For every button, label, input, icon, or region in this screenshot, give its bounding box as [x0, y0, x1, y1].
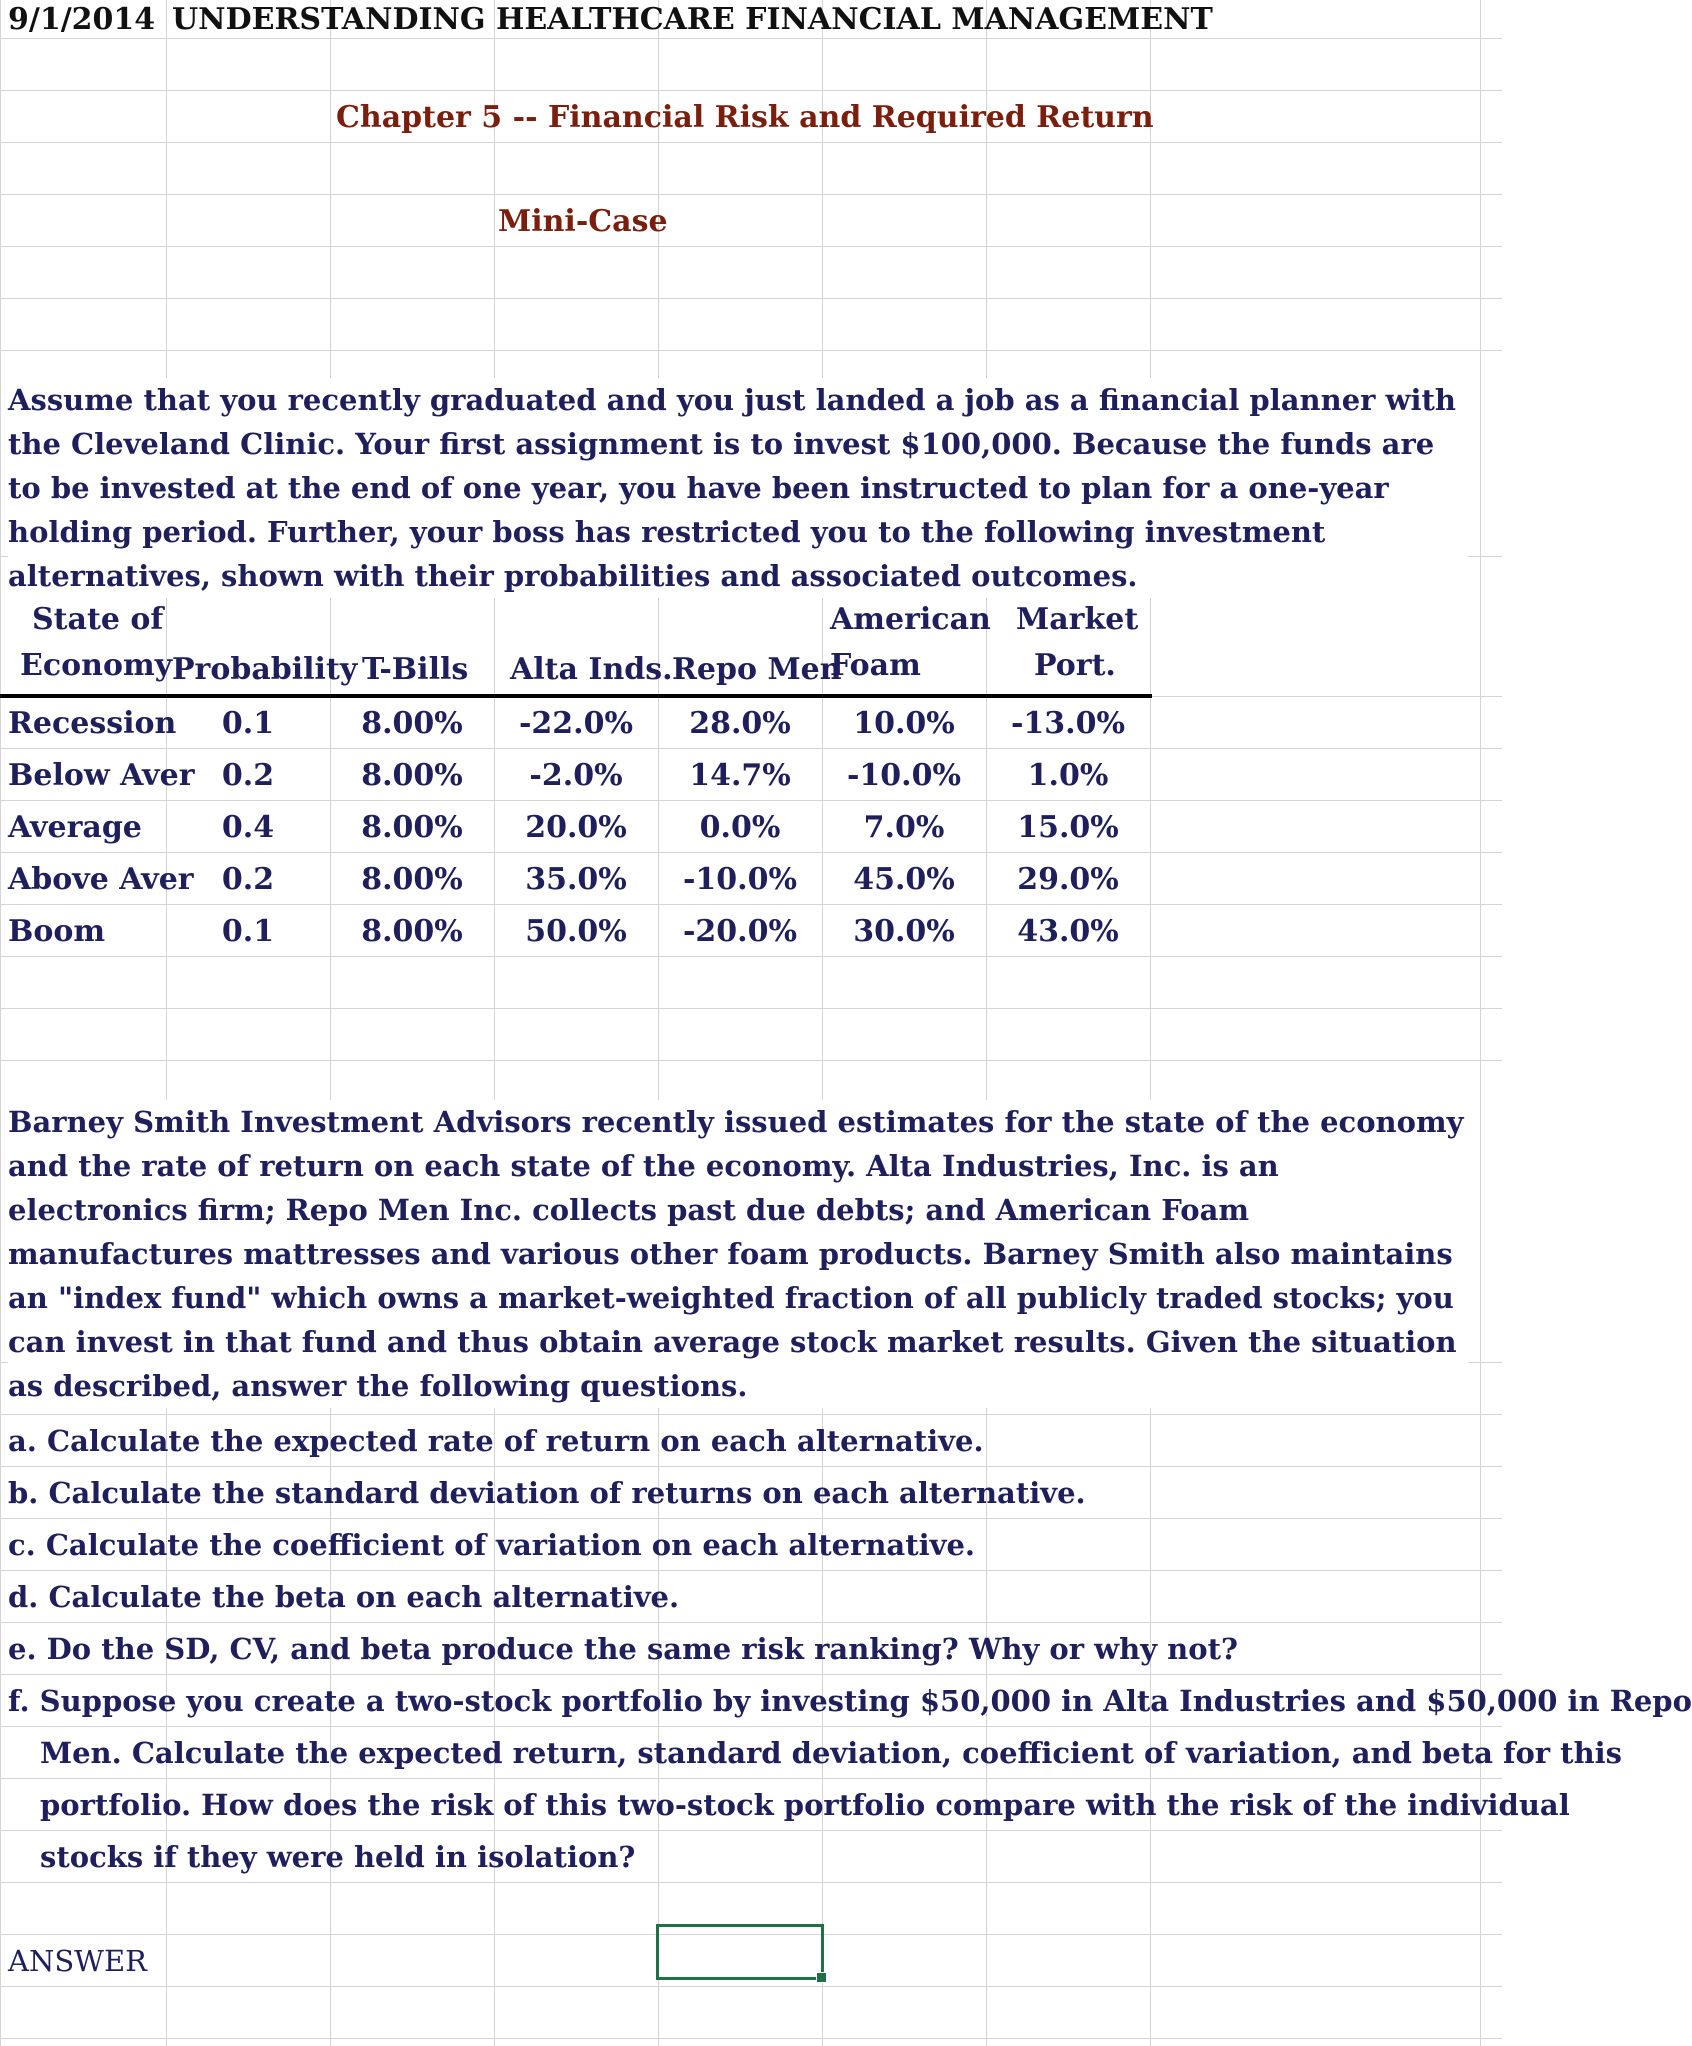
- scenario-paragraph[interactable]: Barney Smith Investment Advisors recently issued estimates for the state of the economy and the rate of return on each state of the economy. Alta Industries, Inc. is an electronics firm; Repo Men Inc. collects past due debts; and American Foam manufactures mattresses and various other foam products. Barney Smith also maintains an "index fund" which owns a market-weighted fraction of all publicly traded stocks; you can invest in that fund and thus obtain average stock market results. Given the situation as described, answer the following questions.: [8, 1100, 1468, 1408]
- table-row-prob[interactable]: 0.4: [221, 810, 275, 845]
- table-row-american[interactable]: -10.0%: [846, 758, 962, 793]
- table-row-market[interactable]: -13.0%: [1010, 706, 1126, 741]
- table-row-repo[interactable]: 14.7%: [689, 758, 791, 793]
- fill-handle[interactable]: [816, 1972, 827, 1983]
- header-american-line1[interactable]: American: [830, 602, 991, 637]
- header-underline: [0, 694, 1152, 698]
- header-tbills[interactable]: T-Bills: [362, 652, 469, 687]
- table-row-alta[interactable]: 35.0%: [525, 862, 627, 897]
- table-row-market[interactable]: 1.0%: [1027, 758, 1109, 793]
- header-repo[interactable]: Repo Men: [672, 652, 842, 687]
- question-f-line1[interactable]: f. Suppose you create a two-stock portfolio by investing $50,000 in Alta Industries and $50,000 in Repo: [8, 1684, 1692, 1718]
- table-row-prob[interactable]: 0.2: [221, 862, 275, 897]
- header-probability[interactable]: Probability: [172, 652, 358, 687]
- table-row-repo[interactable]: -20.0%: [682, 914, 798, 949]
- table-row-tbills[interactable]: 8.00%: [361, 810, 463, 845]
- mini-case-subtitle[interactable]: Mini-Case: [498, 204, 668, 239]
- table-row-alta[interactable]: -2.0%: [529, 758, 623, 793]
- header-market-line2[interactable]: Port.: [1034, 648, 1116, 683]
- table-row-alta[interactable]: -22.0%: [518, 706, 634, 741]
- answer-label[interactable]: ANSWER: [8, 1944, 147, 1978]
- table-row-state[interactable]: Recession: [8, 706, 177, 741]
- table-row-market[interactable]: 29.0%: [1017, 862, 1119, 897]
- table-row-american[interactable]: 30.0%: [853, 914, 955, 949]
- header-market-line1[interactable]: Market: [1016, 602, 1139, 637]
- question-f-line4[interactable]: stocks if they were held in isolation?: [40, 1840, 636, 1874]
- table-row-alta[interactable]: 20.0%: [525, 810, 627, 845]
- table-row-state[interactable]: Above Aver: [8, 862, 194, 897]
- question-c[interactable]: c. Calculate the coefficient of variation on each alternative.: [8, 1528, 976, 1562]
- table-row-american[interactable]: 45.0%: [853, 862, 955, 897]
- question-e[interactable]: e. Do the SD, CV, and beta produce the same risk ranking? Why or why not?: [8, 1632, 1238, 1666]
- table-row-tbills[interactable]: 8.00%: [361, 706, 463, 741]
- table-row-prob[interactable]: 0.2: [221, 758, 275, 793]
- header-american-line2[interactable]: Foam: [830, 648, 921, 683]
- table-row-state[interactable]: Average: [8, 810, 142, 845]
- table-row-state[interactable]: Boom: [8, 914, 106, 949]
- table-row-repo[interactable]: -10.0%: [682, 862, 798, 897]
- question-d[interactable]: d. Calculate the beta on each alternative.: [8, 1580, 680, 1614]
- table-row-tbills[interactable]: 8.00%: [361, 758, 463, 793]
- table-row-repo[interactable]: 28.0%: [689, 706, 791, 741]
- question-b[interactable]: b. Calculate the standard deviation of returns on each alternative.: [8, 1476, 1086, 1510]
- table-row-american[interactable]: 10.0%: [853, 706, 955, 741]
- table-row-american[interactable]: 7.0%: [863, 810, 945, 845]
- table-row-market[interactable]: 43.0%: [1017, 914, 1119, 949]
- question-a[interactable]: a. Calculate the expected rate of return on each alternative.: [8, 1424, 984, 1458]
- table-row-state[interactable]: Below Aver: [8, 758, 195, 793]
- header-state-line2[interactable]: Economy: [20, 648, 173, 683]
- active-cell-selection[interactable]: [656, 1924, 824, 1980]
- table-row-market[interactable]: 15.0%: [1017, 810, 1119, 845]
- table-row-tbills[interactable]: 8.00%: [361, 862, 463, 897]
- question-f-line2[interactable]: Men. Calculate the expected return, standard deviation, coefficient of variation, and beta for this: [40, 1736, 1623, 1770]
- table-row-tbills[interactable]: 8.00%: [361, 914, 463, 949]
- table-row-repo[interactable]: 0.0%: [699, 810, 781, 845]
- table-row-alta[interactable]: 50.0%: [525, 914, 627, 949]
- header-date[interactable]: 9/1/2014: [8, 2, 156, 37]
- header-alta[interactable]: Alta Inds.: [510, 652, 673, 687]
- intro-paragraph[interactable]: Assume that you recently graduated and you just landed a job as a financial planner with the Cleveland Clinic. Your first assignment is to invest $100,000. Because the funds are to be invested at the end of one year, you have been instructed to plan for a one-year holding period. Further, your boss has restricted you to the following investment alternatives, shown with their probabilities and associated outcomes.: [8, 378, 1468, 598]
- header-state-line1[interactable]: State of: [32, 602, 164, 637]
- table-row-prob[interactable]: 0.1: [221, 914, 275, 949]
- table-row-prob[interactable]: 0.1: [221, 706, 275, 741]
- chapter-title[interactable]: Chapter 5 -- Financial Risk and Required Return: [336, 100, 1154, 135]
- question-f-line3[interactable]: portfolio. How does the risk of this two-stock portfolio compare with the risk of the individual: [40, 1788, 1570, 1822]
- header-book-title[interactable]: UNDERSTANDING HEALTHCARE FINANCIAL MANAGEMENT: [172, 2, 1213, 37]
